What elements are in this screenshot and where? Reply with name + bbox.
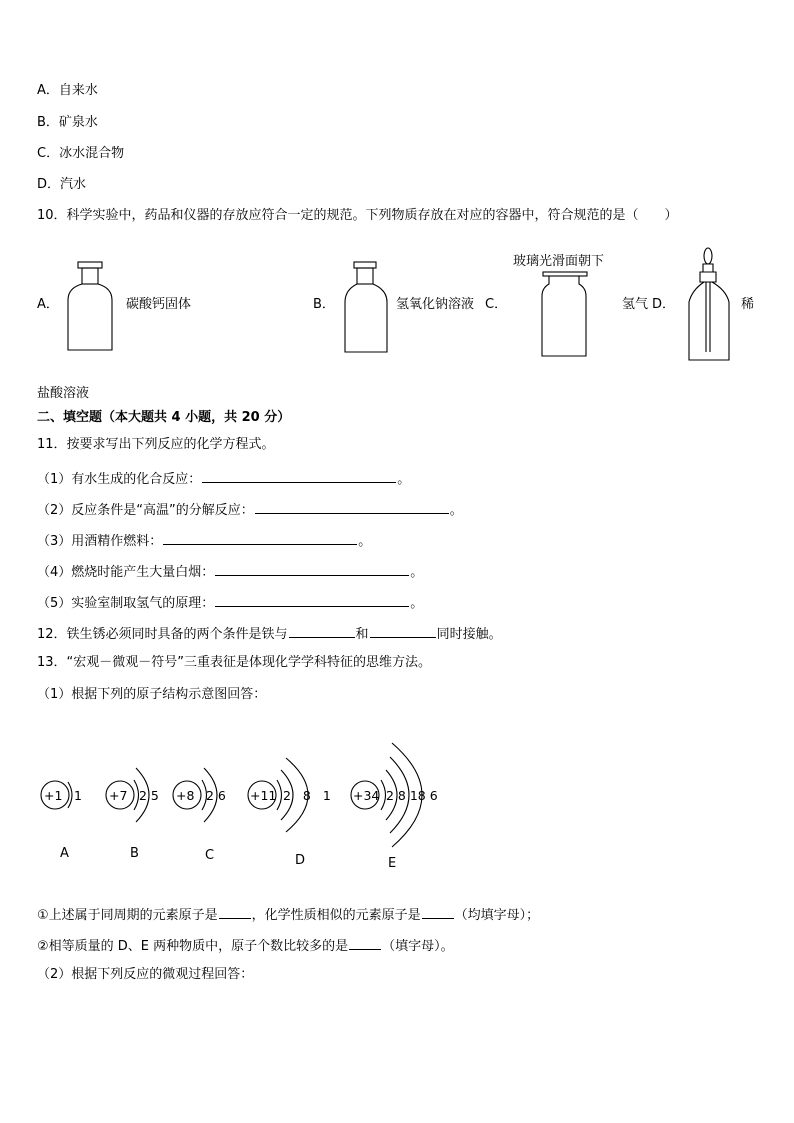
- q11-item-3: （3）用酒精作燃料： 。: [37, 531, 371, 550]
- answer-blank[interactable]: [422, 905, 454, 919]
- q11-item-5: （5）实验室制取氢气的原理： 。: [37, 593, 423, 612]
- q10-opt-c-label: 氢气: [622, 297, 649, 312]
- q10-opt-c-note: 玻璃光滑面朝下: [513, 254, 605, 269]
- q11-item-4: （4）燃烧时能产生大量白烟： 。: [37, 562, 423, 581]
- q10-opt-d-label-a: 稀: [741, 297, 755, 312]
- atom-c-letter: C: [205, 848, 215, 863]
- atom-e-nucleus-charge: +34: [353, 788, 380, 803]
- atom-c-electrons: 2 6: [206, 788, 226, 803]
- atom-b-electrons: 2 5: [139, 788, 159, 803]
- question-11-stem: 11．按要求写出下列反应的化学方程式。: [37, 437, 275, 452]
- question-13-stem: 13．“宏观－微观－符号”三重表征是体现化学学科特征的思维方法。: [37, 655, 432, 670]
- atom-d-nucleus-charge: +11: [250, 788, 277, 803]
- q10-opt-d-label-b: 盐酸溶液: [37, 386, 90, 401]
- atom-a-nucleus-charge: +1: [44, 788, 63, 803]
- q10-opt-d-letter: D．: [652, 297, 676, 312]
- q10-opt-b-letter: B．: [313, 297, 335, 312]
- atom-e-letter: E: [388, 856, 397, 871]
- q13-question-2: ②相等质量的 D、E 两种物质中，原子个数比较多的是 （填字母）。: [37, 936, 454, 955]
- atom-e-electrons: 2 8 18 6: [386, 788, 438, 803]
- atom-c-nucleus-charge: +8: [176, 788, 195, 803]
- q10-opt-a-letter: A．: [37, 297, 59, 312]
- q11-item-2: （2）反应条件是“高温”的分解反应： 。: [37, 500, 463, 519]
- atom-d-letter: D: [295, 853, 306, 868]
- answer-blank[interactable]: [219, 905, 251, 919]
- atom-a-letter: A: [60, 846, 69, 861]
- atom-a-electrons: 1: [74, 788, 82, 803]
- option-a: A．自来水: [37, 83, 98, 98]
- q10-opt-a-label: 碳酸钙固体: [126, 297, 192, 312]
- section-2-heading: 二、填空题（本大题共 4 小题，共 20 分）: [37, 410, 291, 425]
- q13-question-1: ①上述属于同周期的元素原子是 ，化学性质相似的元素原子是 （均填字母）；: [37, 905, 539, 924]
- option-d: D．汽水: [37, 177, 87, 192]
- option-c: C．冰水混合物: [37, 146, 125, 161]
- question-10-stem: 10．科学实验中，药品和仪器的存放应符合一定的规范。下列物质存放在对应的容器中，符合规范的是（ ）: [37, 208, 678, 223]
- q11-item-1: （1）有水生成的化合反应： 。: [37, 469, 410, 488]
- atom-b-letter: B: [130, 846, 139, 861]
- question-12: 12．铁生锈必须同时具备的两个条件是铁与 和 同时接触。: [37, 624, 502, 643]
- atom-d-electrons: 2 8 1: [283, 788, 335, 803]
- q10-opt-b-label: 氢氧化钠溶液: [396, 297, 475, 312]
- q13-sub2: （2）根据下列反应的微观过程回答：: [37, 967, 254, 982]
- option-b: B．矿泉水: [37, 115, 98, 130]
- q13-sub1: （1）根据下列的原子结构示意图回答：: [37, 687, 267, 702]
- atom-b-nucleus-charge: +7: [109, 788, 128, 803]
- q10-opt-c-letter: C．: [485, 297, 508, 312]
- answer-blank[interactable]: [349, 936, 381, 950]
